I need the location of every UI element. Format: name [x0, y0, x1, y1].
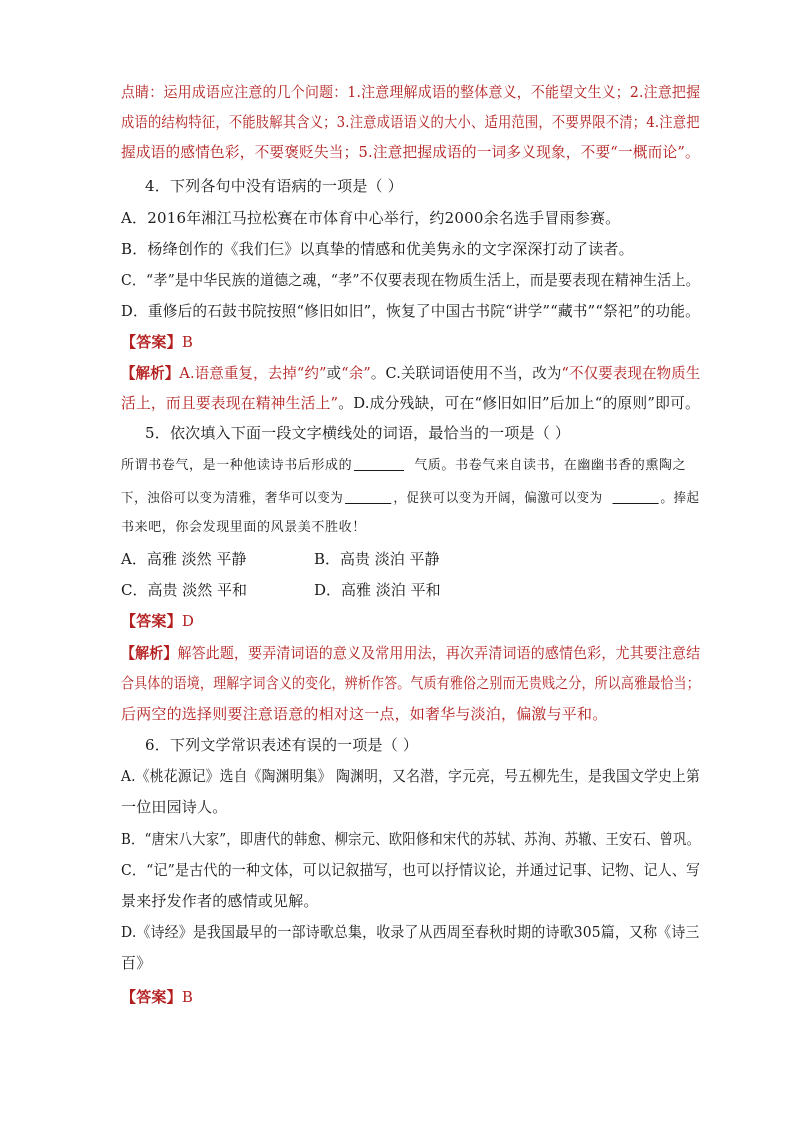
answer-label: 【答案】	[121, 333, 182, 351]
analysis-quote: “余”	[341, 364, 371, 382]
analysis-text: 。C.关联词语使用不当，改为	[370, 364, 562, 382]
tip-line-3: 握成语的感情色彩，不要褒贬失当；5.注意把握成语的一词多义现象，不要“一概而论”。	[121, 143, 700, 161]
q4-analysis-line-1	[121, 363, 700, 383]
passage-text: 所谓书卷气，是一种他读诗书后形成的	[121, 458, 353, 473]
fill-blank-2	[345, 489, 391, 504]
answer-value: D	[181, 612, 195, 630]
q5-passage-line-3: 书来吧，你会发现里面的风景美不胜收！	[121, 520, 366, 535]
analysis-text: A.语意重复，去掉	[179, 364, 297, 382]
q6-stem: 6．下列文学常识表述有误的一项是（ ）	[145, 736, 419, 754]
passage-text: ，促狭可以变为开阔，偏激可以变为	[393, 491, 603, 506]
q5-option-b: B．高贵 淡泊 平静	[314, 550, 440, 568]
q4-stem: 4．下列各句中没有语病的一项是（ ）	[145, 177, 403, 195]
tip-line-2: 成语的结构特征，不能肢解其含义；3.注意成语语义的大小、适用范围，不要界限不清；4.注意把	[121, 113, 700, 131]
q5-analysis-line-3: 后两空的选择则要注意语意的相对这一点，如奢华与淡泊，偏激与平和。	[121, 705, 608, 723]
answer-label: 【答案】	[121, 988, 182, 1006]
q5-option-a: A．高雅 淡然 平静	[121, 550, 247, 568]
q6-option-b: B．“唐宋八大家”，即唐代的韩愈、柳宗元、欧阳修和宋代的苏轼、苏洵、苏辙、王安石、曾巩。	[121, 830, 701, 848]
q5-option-d: D．高雅 淡泊 平和	[314, 581, 441, 599]
q6-option-a-line-1: A.《桃花源记》选自《陶渊明集》 陶渊明，又名潜，字元亮，号五柳先生，是我国文学史上第	[121, 767, 700, 785]
analysis-text: 或	[326, 364, 342, 382]
q4-option-c: C．“孝”是中华民族的道德之魂，“孝”不仅要表现在物质生活上，而是要表现在精神生活上。	[121, 271, 700, 289]
analysis-text: 。D.成分残缺，可在“修旧如旧”后加上“的原则”即可。	[338, 394, 701, 412]
q6-option-a-line-2: 一位田园诗人。	[121, 798, 228, 816]
q4-option-b: B．杨绛创作的《我们仨》以真挚的情感和优美隽永的文字深深打动了读者。	[121, 240, 634, 258]
q4-option-d: D．重修后的石鼓书院按照“修旧如旧”，恢复了中国古书院“讲学”“藏书”“祭祀”的功能。	[121, 302, 700, 320]
analysis-quote: “约”	[296, 364, 327, 382]
fill-blank-3	[612, 489, 658, 504]
analysis-label: 【解析】	[121, 364, 180, 382]
q5-analysis-line-1	[121, 643, 700, 663]
analysis-quote: 活上，而且要表现在精神生活上”	[121, 394, 339, 412]
tip-line-1: 点睛：运用成语应注意的几个问题：1.注意理解成语的整体意义，不能望文生义；2.注意把握	[121, 83, 701, 101]
answer-label: 【答案】	[121, 612, 182, 630]
answer-value: B	[181, 988, 194, 1006]
analysis-label: 【解析】	[121, 644, 178, 662]
q5-analysis-line-2: 合具体的语境，理解字词含义的变化，辨析作答。气质有雅俗之别而无贵贱之分，所以高雅最恰当；	[121, 674, 700, 692]
q6-option-d-line-1: D.《诗经》是我国最早的一部诗歌总集，收录了从西周至春秋时期的诗歌305篇，又称《诗三	[121, 923, 700, 941]
passage-text: 。捧起	[660, 491, 700, 506]
q6-option-c-line-2: 景来抒发作者的感情或见解。	[121, 892, 319, 910]
q5-passage-line-1	[121, 456, 686, 476]
q6-answer	[121, 987, 193, 1007]
analysis-text: 解答此题，要弄清词语的意义及常用用法，再次弄清词语的感情色彩，尤其要注意结	[177, 644, 701, 662]
passage-text: 气质。书卷气来自读书，在幽幽书香的熏陶之	[414, 458, 687, 473]
q4-option-a: A．2016年湘江马拉松赛在市体育中心举行，约2000余名选手冒雨参赛。	[121, 209, 621, 227]
q5-option-c: C．高贵 淡然 平和	[121, 581, 248, 599]
q5-stem: 5．依次填入下面一段文字横线处的词语，最恰当的一项是（ ）	[145, 424, 571, 442]
q4-analysis-line-2	[121, 393, 700, 413]
answer-value: B	[181, 333, 194, 351]
q4-answer	[121, 332, 193, 352]
analysis-quote: “不仅要表现在物质生	[561, 364, 701, 382]
passage-text: 下，浊俗可以变为清雅，奢华可以变为	[121, 491, 344, 506]
q5-passage-line-2	[121, 489, 700, 509]
q6-option-c-line-1: C．“记”是古代的一种文体，可以记叙描写，也可以抒情议论，并通过记事、记物、记人、写	[121, 861, 701, 879]
q5-answer	[121, 611, 194, 631]
q6-option-d-line-2: 百》	[121, 954, 152, 972]
fill-blank-1	[354, 456, 404, 471]
